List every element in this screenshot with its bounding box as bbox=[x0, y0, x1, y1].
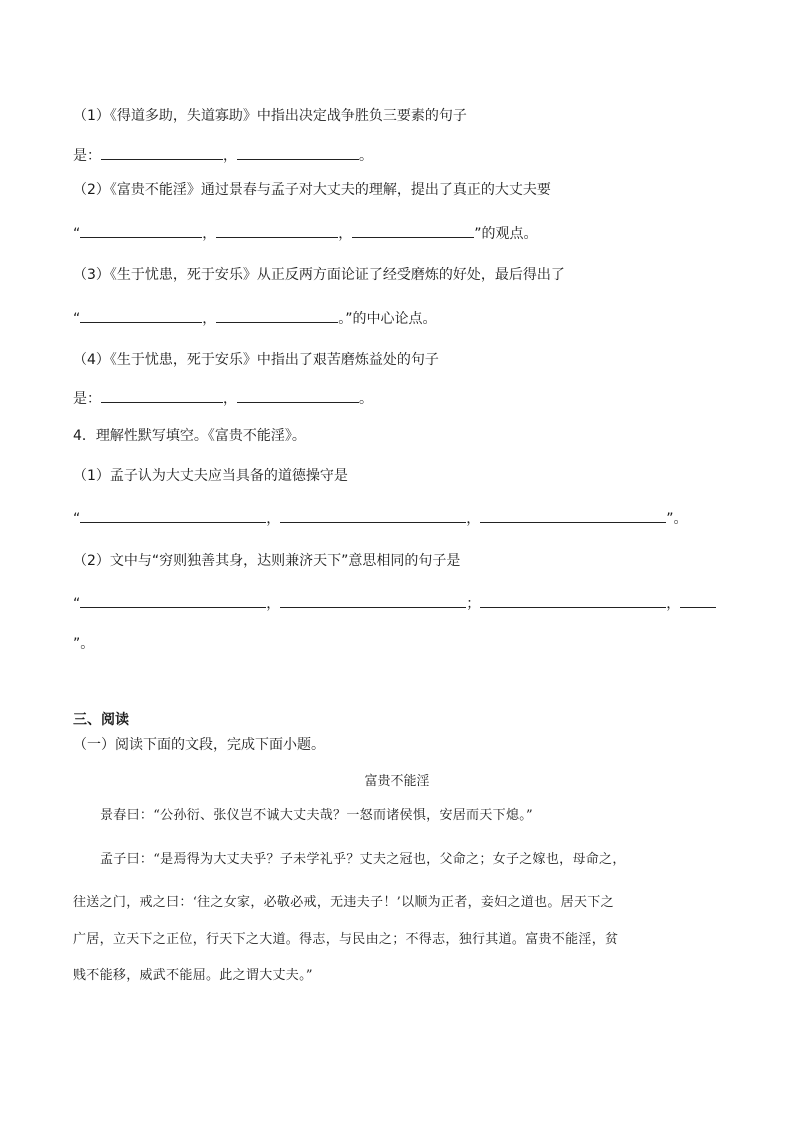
blank-field[interactable] bbox=[680, 593, 716, 608]
blank-field[interactable] bbox=[101, 145, 223, 160]
blank-field[interactable] bbox=[101, 388, 223, 403]
q2-end: ”的观点。 bbox=[474, 226, 538, 242]
q2-answer-line bbox=[73, 223, 538, 244]
section-4-title: 4．理解性默写填空。《富贵不能淫》。 bbox=[73, 428, 306, 444]
s4q2-answer-line bbox=[73, 593, 716, 614]
s4q2-open-quote: “ bbox=[73, 596, 81, 612]
blank-field[interactable] bbox=[280, 593, 466, 608]
passage-paragraph-2-line-2: 往送之门，戒之曰：‘往之女家，必敬必戒，无违夫子！’以顺为正者，妾妇之道也。居天下之 bbox=[73, 895, 614, 910]
q4-answer-line bbox=[73, 388, 373, 409]
s4q2-sep: ， bbox=[266, 596, 281, 612]
q4-text: （4）《生于忧患，死于安乐》中指出了艰苦磨炼益处的句子 bbox=[73, 352, 439, 368]
blank-field[interactable] bbox=[480, 508, 666, 523]
blank-field[interactable] bbox=[80, 223, 202, 238]
s4q1-open-quote: “ bbox=[73, 511, 81, 527]
s4q1-text: （1）孟子认为大丈夫应当具备的道德操守是 bbox=[73, 468, 348, 484]
q3-answer-line bbox=[73, 308, 437, 329]
q4-end: 。 bbox=[359, 391, 373, 407]
passage-paragraph-2-line-4: 贱不能移，威武不能屈。此之谓大丈夫。” bbox=[73, 968, 313, 983]
blank-field[interactable] bbox=[80, 508, 266, 523]
q2-sep: ， bbox=[338, 226, 353, 242]
passage-paragraph-2-line-3: 广居，立天下之正位，行天下之大道。得志，与民由之；不得志，独行其道。富贵不能淫，贫 bbox=[73, 932, 619, 947]
blank-field[interactable] bbox=[480, 593, 666, 608]
blank-field[interactable] bbox=[237, 145, 359, 160]
s4q2-text: （2）文中与“穷则独善其身，达则兼济天下”意思相同的句子是 bbox=[73, 553, 461, 569]
blank-field[interactable] bbox=[216, 223, 338, 238]
blank-field[interactable] bbox=[80, 593, 266, 608]
q2-open-quote: “ bbox=[73, 226, 81, 242]
q1-end: 。 bbox=[359, 148, 373, 164]
q3-text: （3）《生于忧患，死于安乐》从正反两方面论证了经受磨炼的好处，最后得出了 bbox=[73, 267, 565, 283]
section-3-instruction: （一）阅读下面的文段，完成下面小题。 bbox=[73, 737, 325, 753]
s4q2-end: ”。 bbox=[73, 636, 95, 652]
q2-text: （2）《富贵不能淫》通过景春与孟子对大丈夫的理解，提出了真正的大丈夫要 bbox=[73, 182, 551, 198]
s4q1-sep: ， bbox=[266, 511, 281, 527]
blank-field[interactable] bbox=[237, 388, 359, 403]
blank-field[interactable] bbox=[280, 508, 466, 523]
q2-sep: ， bbox=[202, 226, 217, 242]
blank-field[interactable] bbox=[352, 223, 474, 238]
s4q2-sep: ； bbox=[466, 596, 481, 612]
q1-text: （1）《得道多助，失道寡助》中指出决定战争胜负三要素的句子 bbox=[73, 108, 467, 124]
section-3-heading: 三、阅读 bbox=[73, 712, 129, 728]
q3-sep: ， bbox=[202, 311, 217, 327]
passage-title: 富贵不能淫 bbox=[364, 774, 430, 789]
passage-paragraph-2-line-1: 孟子曰：“是焉得为大丈夫乎？子未学礼乎？丈夫之冠也，父命之；女子之嫁也，母命之， bbox=[100, 852, 626, 867]
q4-sep: ， bbox=[223, 391, 237, 407]
q1-prefix: 是： bbox=[73, 148, 101, 164]
q3-end: 。”的中心论点。 bbox=[338, 311, 437, 327]
q4-prefix: 是： bbox=[73, 391, 101, 407]
blank-field[interactable] bbox=[216, 308, 338, 323]
q3-open-quote: “ bbox=[73, 311, 81, 327]
blank-field[interactable] bbox=[80, 308, 202, 323]
s4q2-sep: ， bbox=[666, 596, 681, 612]
passage-paragraph-1: 景春曰：“公孙衍、张仪岂不诚大丈夫哉？一怒而诸侯惧，安居而天下熄。” bbox=[100, 808, 533, 823]
s4q1-end: ”。 bbox=[666, 511, 688, 527]
s4q1-answer-line bbox=[73, 508, 688, 529]
q1-answer-line bbox=[73, 145, 373, 166]
q1-sep: ， bbox=[223, 148, 237, 164]
s4q1-sep: ， bbox=[466, 511, 481, 527]
